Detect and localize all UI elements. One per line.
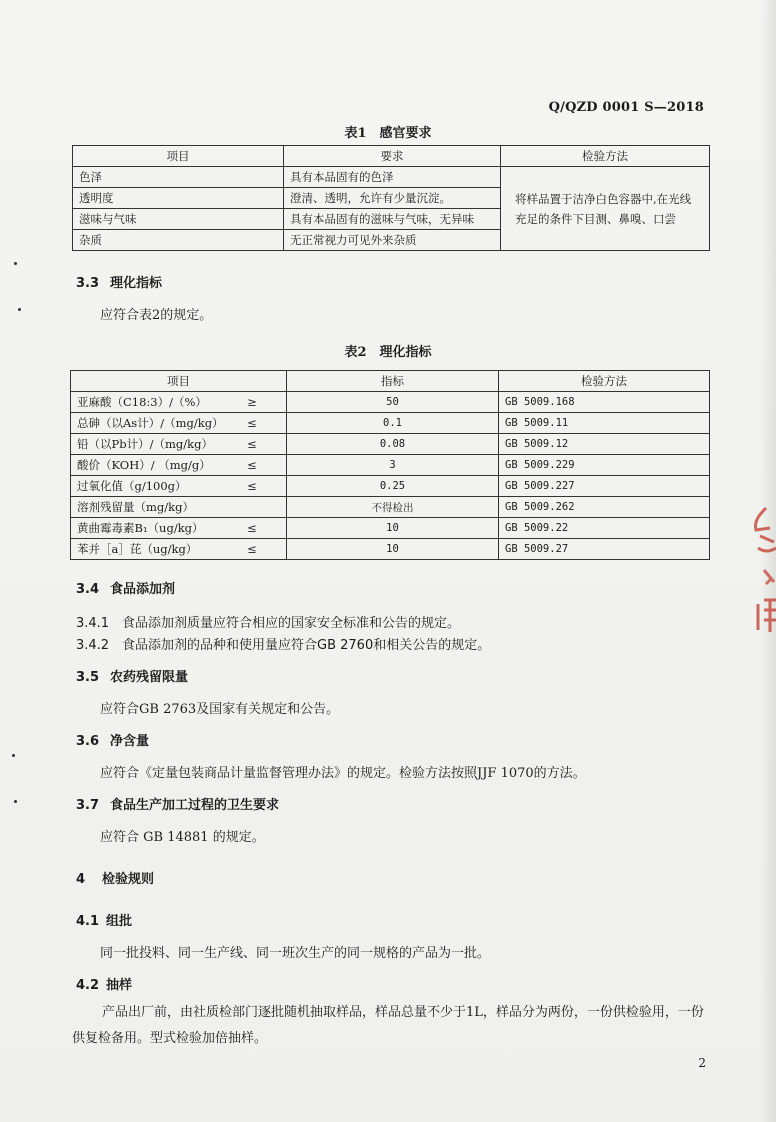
- section-title: 净含量: [110, 734, 150, 749]
- section-heading-3-4-1: [76, 612, 460, 631]
- param-name: 溶剂残留量（mg/kg）: [77, 500, 194, 514]
- table-row: [71, 434, 710, 455]
- table-cell-method: GB 5009.22: [499, 518, 710, 539]
- section-text-3-5: 应符合GB 2763及国家有关规定和公告。: [100, 702, 340, 717]
- section-number: 3.5: [76, 670, 100, 685]
- table-cell-requirement: 无正常视力可见外来杂质: [284, 230, 501, 251]
- table1-caption: 表1 感官要求: [344, 126, 432, 141]
- table-cell-item: 杂质: [73, 230, 284, 251]
- section-number: 3.6: [76, 734, 100, 749]
- param-name: 酸价（KOH）/ （mg/g）: [77, 458, 211, 472]
- param-name: 总砷（以As计）/（mg/kg）: [77, 416, 224, 430]
- table-cell-value: 10: [287, 518, 499, 539]
- section-heading-3-3: [76, 272, 162, 291]
- table-cell-method: GB 5009.27: [499, 539, 710, 560]
- table-cell-method: GB 5009.262: [499, 497, 710, 518]
- section-number: 3.4.2: [76, 638, 110, 653]
- section-heading-3-4-2: [76, 634, 490, 653]
- table-cell-method: GB 5009.11: [499, 413, 710, 434]
- section-text-3-6: 应符合《定量包装商品计量监督管理办法》的规定。检验方法按照JJF 1070的方法。: [100, 766, 586, 781]
- table2-body: [71, 392, 710, 560]
- scan-dot: [14, 800, 17, 803]
- table-header-row: [71, 371, 710, 392]
- section-heading-3-4: [76, 578, 175, 597]
- physicochemical-table: [70, 370, 710, 560]
- table-cell-value: 0.25: [287, 476, 499, 497]
- table-cell-item: [71, 497, 287, 518]
- table-cell-value: 3: [287, 455, 499, 476]
- table-cell-requirement: 澄清、透明，允许有少量沉淀。: [284, 188, 501, 209]
- param-comparator: ≤: [247, 542, 257, 556]
- standard-code: Q/QZD 0001 S—2018: [548, 100, 704, 115]
- section-number: 3.3: [76, 276, 100, 291]
- section-text: 食品添加剂的品种和使用量应符合GB 2760和相关公告的规定。: [122, 638, 491, 653]
- table-row: [71, 455, 710, 476]
- table-cell-method: GB 5009.229: [499, 455, 710, 476]
- table-cell-item: [71, 392, 287, 413]
- table-header-row: [73, 146, 710, 167]
- param-comparator: ≤: [247, 416, 257, 430]
- section-text-4-1: 同一批投料、同一生产线、同一班次生产的同一规格的产品为一批。: [100, 946, 491, 961]
- section-number: 3.4: [76, 582, 100, 597]
- section-number: 3.7: [76, 798, 100, 813]
- table-cell-item: 滋味与气味: [73, 209, 284, 230]
- table-row: [71, 392, 710, 413]
- table-header-cell: 项目: [71, 371, 287, 392]
- table-cell-requirement: 具有本品固有的滋味与气味，无异味: [284, 209, 501, 230]
- table-header-cell: 检验方法: [499, 371, 710, 392]
- table2-caption: 表2 理化指标: [344, 345, 432, 360]
- table-cell-item: [71, 455, 287, 476]
- table-cell-item: [71, 413, 287, 434]
- section-title: 抽样: [106, 978, 133, 993]
- section-heading-3-5: [76, 666, 188, 685]
- table-cell-method: GB 5009.12: [499, 434, 710, 455]
- table-header-cell: 指标: [287, 371, 499, 392]
- section-heading-3-7: [76, 794, 279, 813]
- section-heading-4-2: [76, 974, 132, 993]
- param-name: 亚麻酸（C18:3）/（%）: [77, 395, 207, 409]
- table-cell-item: [71, 539, 287, 560]
- param-comparator: ≤: [247, 479, 257, 493]
- scan-dot: [18, 308, 21, 311]
- table-cell-value: 不得检出: [287, 497, 499, 518]
- param-comparator: ≥: [247, 395, 257, 409]
- section-text-4-2: 产品出厂前，由社质检部门逐批随机抽取样品，样品总量不少于1L，样品分为两份，一份供检验用，一份供复检备用。型式检验加倍抽样。: [72, 1005, 704, 1046]
- table-cell-method: GB 5009.168: [499, 392, 710, 413]
- section-title: 食品生产加工过程的卫生要求: [110, 798, 280, 813]
- section-title: 理化指标: [110, 276, 163, 291]
- param-name: 过氧化值（g/100g）: [77, 479, 187, 493]
- table-row: [71, 413, 710, 434]
- table-cell-item: [71, 476, 287, 497]
- table-row: [71, 539, 710, 560]
- section-number: 4.2: [76, 978, 100, 993]
- seal-stamp-icon: [736, 500, 776, 660]
- table-header-cell: 项目: [73, 146, 284, 167]
- table-cell-method: 将样品置于洁净白色容器中,在光线充足的条件下目测、鼻嗅、口尝: [501, 167, 710, 251]
- section-number: 3.4.1: [76, 616, 110, 631]
- table-cell-item: [71, 518, 287, 539]
- section-text-3-7: 应符合 GB 14881 的规定。: [100, 830, 265, 845]
- param-comparator: ≤: [247, 458, 257, 472]
- param-name: 铅（以Pb计）/（mg/kg）: [77, 437, 213, 451]
- table-cell-value: 50: [287, 392, 499, 413]
- param-comparator: ≤: [247, 437, 257, 451]
- table-cell-item: [71, 434, 287, 455]
- section-heading-4: [76, 868, 154, 887]
- section-heading-3-6: [76, 730, 149, 749]
- sensory-table: [72, 145, 710, 251]
- scan-dot: [14, 262, 17, 265]
- table-cell-value: 0.08: [287, 434, 499, 455]
- table-cell-requirement: 具有本品固有的色泽: [284, 167, 501, 188]
- param-name: 黄曲霉毒素B₁（ug/kg）: [77, 521, 204, 535]
- param-name: 苯并［a］芘（ug/kg）: [77, 542, 198, 556]
- table-row: [71, 476, 710, 497]
- section-title: 食品添加剂: [110, 582, 176, 597]
- section-text: 食品添加剂质量应符合相应的国家安全标准和公告的规定。: [122, 616, 461, 631]
- table-cell-method: GB 5009.227: [499, 476, 710, 497]
- table-row: [71, 518, 710, 539]
- table-cell-value: 0.1: [287, 413, 499, 434]
- table-cell-item: 色泽: [73, 167, 284, 188]
- table-cell-value: 10: [287, 539, 499, 560]
- table-header-cell: 要求: [284, 146, 501, 167]
- section-heading-4-1: [76, 910, 132, 929]
- table-row: [73, 167, 710, 188]
- section-title: 检验规则: [102, 872, 155, 887]
- page-number: 2: [698, 1056, 706, 1070]
- section-title: 农药残留限量: [110, 670, 189, 685]
- section-number: 4.1: [76, 914, 100, 929]
- table-cell-item: 透明度: [73, 188, 284, 209]
- section-number: 4: [76, 872, 86, 887]
- table-header-cell: 检验方法: [501, 146, 710, 167]
- param-comparator: ≤: [247, 521, 257, 535]
- table-row: [71, 497, 710, 518]
- section-title: 组批: [106, 914, 133, 929]
- scan-dot: [12, 754, 15, 757]
- section-text-3-3: 应符合表2的规定。: [100, 308, 213, 323]
